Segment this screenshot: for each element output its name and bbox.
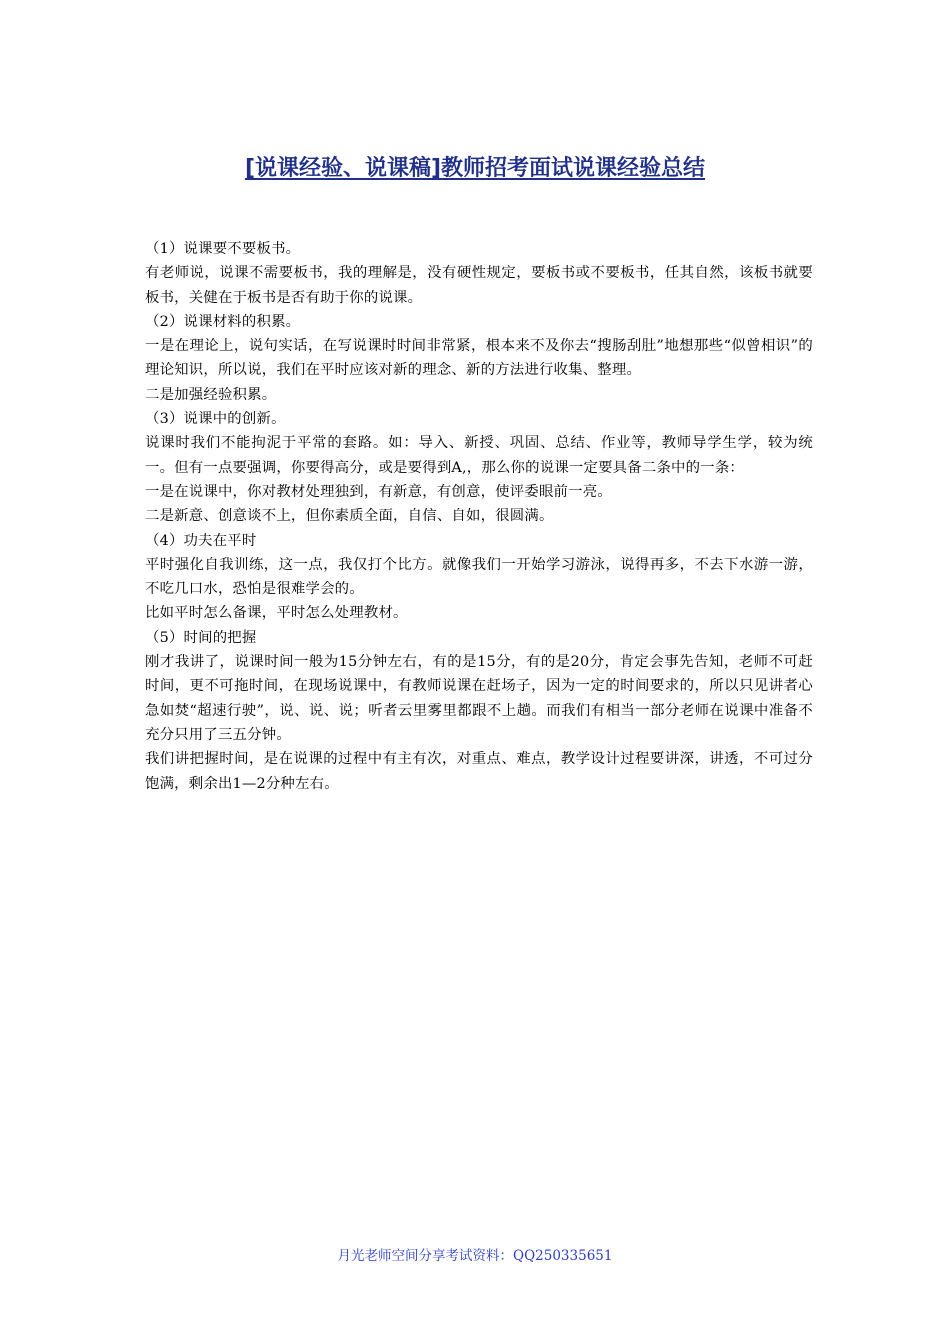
page-footer: 月光老师空间分享考试资料：QQ250335651: [337, 1248, 613, 1264]
document-title: [说课经验、说课稿]教师招考面试说课经验总结: [244, 156, 706, 181]
paragraph: 一是在理论上，说句实话，在写说课时时间非常紧，根本来不及你去“搜肠刮肚”地想那些“似曾相识”的理论知识，所以说，我们在平时应该对新的理念、新的方法进行收集、整理。: [145, 338, 813, 379]
paragraph: 说课时我们不能拘泥于平常的套路。如：导入、新授、巩固、总结、作业等，教师导学生学，较为统一。但有一点要强调，你要得高分，或是要得到A,，那么你的说课一定要具备二条中的一条：: [145, 435, 813, 476]
paragraph: 比如平时怎么备课，平时怎么处理教材。: [145, 605, 408, 622]
section-heading-4: （4）功夫在平时: [145, 532, 257, 549]
paragraph: 我们讲把握时间，是在说课的过程中有主有次，对重点、难点，教学设计过程要讲深，讲透，不可过分饱满，剩余出1—2分种左右。: [145, 751, 813, 792]
paragraph: 二是新意、创意谈不上，但你素质全面，自信、自如，很圆满。: [145, 508, 554, 525]
section-heading-2: （2）说课材料的积累。: [145, 313, 301, 330]
document-body: [145, 237, 813, 796]
paragraph: 平时强化自我训练，这一点，我仅打个比方。就像我们一开始学习游泳，说得再多，不去下水游一游，不吃几口水，恐怕是很难学会的。: [145, 556, 813, 598]
paragraph: 一是在说课中，你对教材处理独到，有新意，有创意，使评委眼前一亮。: [145, 483, 612, 500]
paragraph: 二是加强经验积累。: [145, 386, 277, 403]
paragraph: 有老师说，说课不需要板书，我的理解是，没有硬性规定，要板书或不要板书，任其自然，该板书就要板书，关健在于板书是否有助于你的说课。: [145, 265, 813, 306]
paragraph: 刚才我讲了，说课时间一般为15分钟左右，有的是15分，有的是20分，肯定会事先告知，老师不可赶时间，更不可拖时间，在现场说课中，有教师说课在赶场子，因为一定的时间要求的，所以只见讲者心急如焚“超速行驶”，说、说、说；听者云里雾里都跟不上趟。而我们有相当一部分老师在说课中准备不充分只用了三五分钟。: [145, 654, 813, 743]
section-heading-3: （3）说课中的创新。: [145, 411, 286, 428]
section-heading-5: （5）时间的把握: [145, 629, 257, 646]
section-heading-1: （1）说课要不要板书。: [145, 241, 301, 257]
